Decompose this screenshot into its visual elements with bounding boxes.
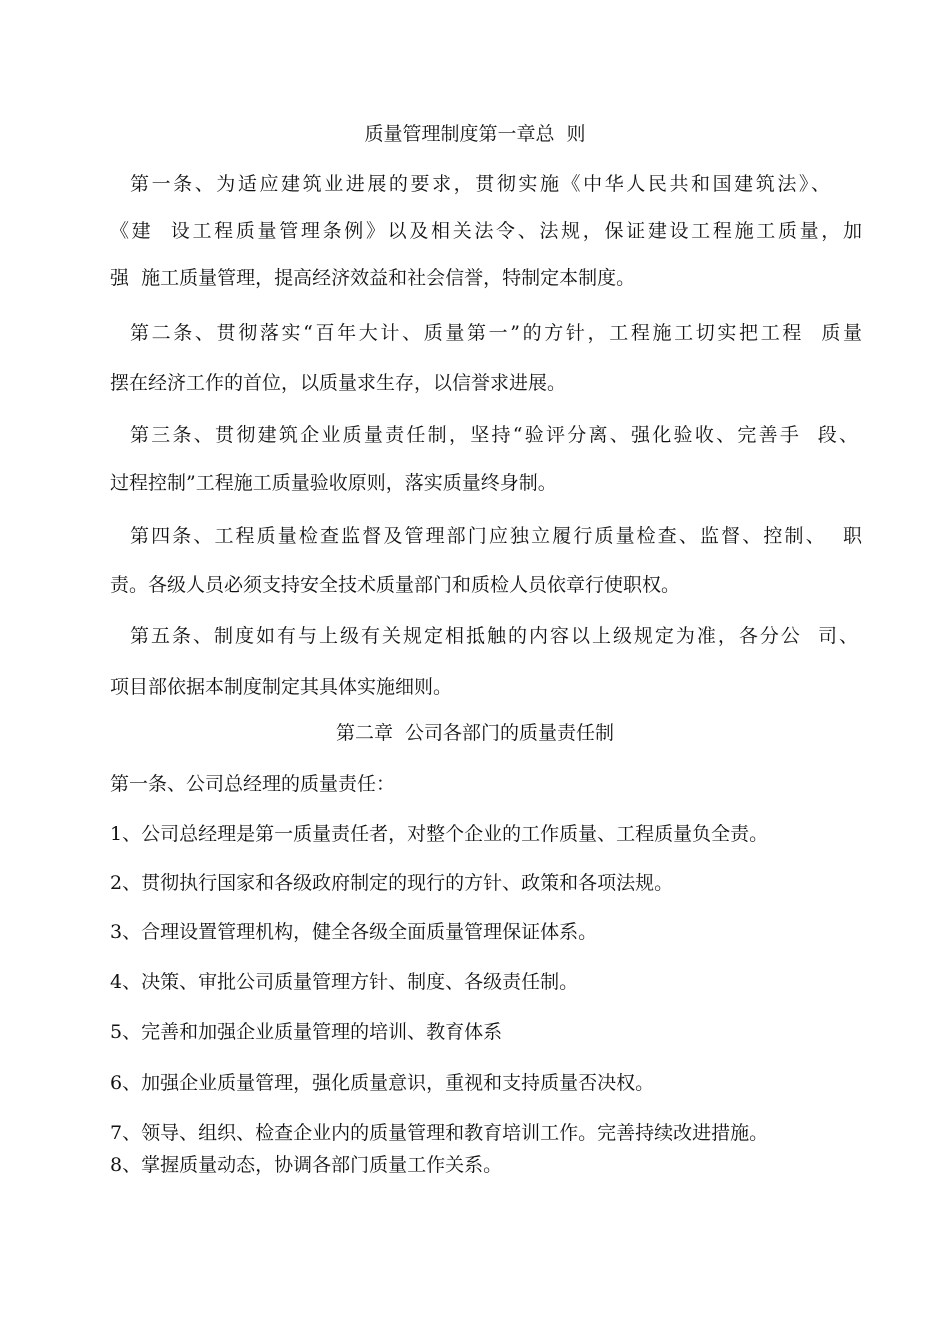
section-1-heading: 第一条、公司总经理的质量责任：: [110, 773, 396, 795]
article-1-line-1: 第一条、为适应建筑业进展的要求，贯彻实施《中华人民共和国建筑法》、: [130, 173, 830, 195]
list-item: 1、公司总经理是第一质量责任者，对整个企业的工作质量、工程质量负全责。: [110, 823, 769, 845]
chapter-1-title: 质量管理制度第一章总 则: [364, 123, 586, 145]
article-5-line-2: 项目部依据本制度制定其具体实施细则。: [110, 676, 453, 698]
list-item: 6、加强企业质量管理，强化质量意识，重视和支持质量否决权。: [110, 1072, 655, 1094]
article-3-line-1: 第三条、贯彻建筑企业质量责任制，坚持“验评分离、强化验收、完善手 段、: [130, 424, 858, 446]
list-item: 4、决策、审批公司质量管理方针、制度、各级责任制。: [110, 971, 579, 993]
article-4-line-2: 责。各级人员必须支持安全技术质量部门和质检人员依章行使职权。: [110, 574, 681, 596]
article-5-line-1: 第五条、制度如有与上级有关规定相抵触的内容以上级规定为准，各分公 司、: [130, 625, 858, 647]
article-3-line-2: 过程控制”工程施工质量验收原则，落实质量终身制。: [110, 472, 557, 494]
article-2-line-1: 第二条、贯彻落实“百年大计、质量第一”的方针，工程施工切实把工程 质量: [130, 322, 862, 344]
article-4-line-1: 第四条、工程质量检查监督及管理部门应独立履行质量检查、监督、控制、 职: [130, 525, 862, 547]
list-item: 3、合理设置管理机构，健全各级全面质量管理保证体系。: [110, 921, 598, 943]
article-2-line-2: 摆在经济工作的首位，以质量求生存，以信誉求进展。: [110, 372, 567, 394]
list-item: 2、贯彻执行国家和各级政府制定的现行的方针、政策和各项法规。: [110, 872, 674, 894]
list-item: 7、领导、组织、检查企业内的质量管理和教育培训工作。完善持续改进措施。: [110, 1122, 769, 1144]
list-item: 5、完善和加强企业质量管理的培训、教育体系: [110, 1021, 503, 1043]
chapter-2-title: 第二章 公司各部门的质量责任制: [335, 722, 615, 744]
article-1-line-2: 《建 设工程质量管理条例》以及相关法令、法规，保证建设工程施工质量，加: [110, 220, 862, 242]
list-item: 8、掌握质量动态，协调各部门质量工作关系。: [110, 1154, 503, 1176]
article-1-line-3: 强 施工质量管理，提高经济效益和社会信誉，特制定本制度。: [110, 267, 636, 289]
